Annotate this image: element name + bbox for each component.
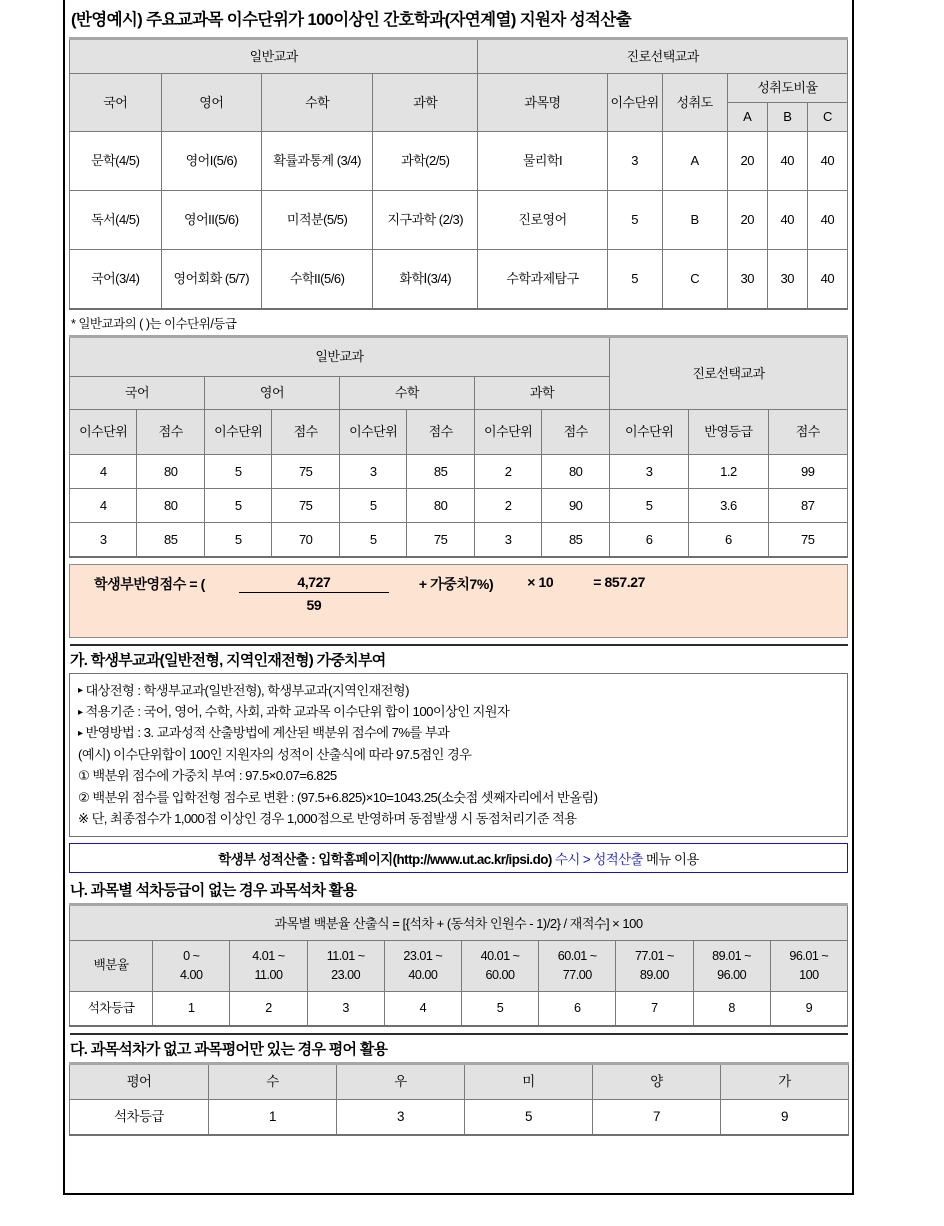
cell-math-score: 80	[407, 488, 474, 522]
table-row-subheader	[70, 73, 848, 102]
col-ratio-b: B	[767, 102, 807, 131]
table-row-column-header	[70, 409, 848, 454]
range-cell	[230, 941, 307, 992]
formula-weight: + 가중치7%)	[418, 575, 494, 592]
table-row-grades	[70, 1100, 849, 1136]
scores-table	[69, 335, 848, 558]
cell-career-achievement: C	[662, 249, 727, 309]
col-subject-name: 과목명	[478, 73, 607, 131]
range-top: 23.01 ~	[403, 948, 443, 963]
cell-sci-unit: 2	[474, 454, 541, 488]
col-career-score: 점수	[768, 409, 847, 454]
table-row-formula-header	[70, 905, 848, 941]
cell-career-name: 진로영어	[478, 190, 607, 249]
range-top: 60.01 ~	[557, 948, 597, 963]
subject-korean: 국어	[70, 376, 205, 409]
grade-cell: 1	[209, 1100, 337, 1136]
mark-cell: 양	[593, 1064, 721, 1100]
col-science: 과학	[373, 73, 478, 131]
grade-cell: 5	[465, 1100, 593, 1136]
table-row	[70, 249, 848, 309]
col-units: 이수단위	[607, 73, 662, 131]
cell-career-units: 5	[607, 190, 662, 249]
range-bottom: 23.00	[331, 968, 361, 983]
table-row-grades	[70, 992, 848, 1027]
table-row-group-header	[70, 336, 848, 376]
section-na-heading: 나. 과목별 석차등급이 없는 경우 과목석차 활용	[70, 882, 357, 900]
triangle-bullet-icon: ▸	[78, 685, 83, 697]
mark-cell: 우	[337, 1064, 465, 1100]
subject-math: 수학	[339, 376, 474, 409]
cell-korean: 독서(4/5)	[70, 190, 162, 249]
cell-ratio-b: 40	[767, 190, 807, 249]
cell-sci-score: 90	[542, 488, 610, 522]
range-top: 96.01 ~	[789, 948, 829, 963]
col-career-unit: 이수단위	[610, 409, 689, 454]
cell-math-unit: 5	[339, 522, 406, 557]
range-bottom: 96.00	[717, 968, 747, 983]
range-bottom: 89.00	[639, 968, 669, 983]
cell-english: 영어I(5/6)	[161, 131, 262, 190]
col-sci-unit: 이수단위	[474, 409, 541, 454]
cell-eng-score: 70	[272, 522, 339, 557]
formula-multiplier: × 10	[527, 573, 554, 590]
mark-cell: 수	[209, 1064, 337, 1100]
mark-grade-table	[69, 1062, 849, 1136]
example-line: (예시) 이수단위합이 100인 지원자의 성적이 산출식에 따라 97.5점인 경우	[78, 746, 472, 762]
step-two-line: ② 백분위 점수를 입학전형 점수로 변환 : (97.5+6.825)×10=1043.25(소숫점 셋째자리에서 반올림)	[78, 789, 598, 805]
cell-kor-unit: 4	[70, 454, 137, 488]
range-bottom: 40.00	[408, 968, 438, 983]
cell-science: 과학(2/5)	[373, 131, 478, 190]
col-math-unit: 이수단위	[339, 409, 406, 454]
cell-career-name: 물리학I	[478, 131, 607, 190]
table-row-ranges	[70, 941, 848, 992]
row-label-rank-grade: 석차등급	[70, 1100, 209, 1136]
range-bottom: 77.00	[562, 968, 592, 983]
col-achievement-ratio: 성취도비율	[727, 73, 847, 102]
list-item	[78, 722, 839, 743]
list-item-label: 반영방법 : 3. 교과성적 산출방법에 계산된 백분위 점수에 7%를 부과	[85, 725, 450, 741]
range-cell	[770, 941, 847, 992]
section-ga-heading: 가. 학생부교과(일반전형, 지역인재전형) 가중치부여	[70, 644, 848, 670]
cell-korean: 국어(3/4)	[70, 249, 162, 309]
cell-ratio-a: 20	[727, 190, 767, 249]
cell-english: 영어II(5/6)	[161, 190, 262, 249]
triangle-bullet-icon: ▸	[78, 706, 83, 718]
subjects-table	[69, 37, 848, 310]
cell-career-score: 75	[768, 522, 847, 557]
cell-sci-score: 80	[542, 454, 610, 488]
cell-math-unit: 3	[339, 454, 406, 488]
cell-ratio-a: 20	[727, 131, 767, 190]
subject-science: 과학	[474, 376, 609, 409]
percentile-table	[69, 903, 848, 1027]
cell-sci-score: 85	[542, 522, 610, 557]
group-header-career: 진로선택교과	[478, 38, 848, 73]
percentile-formula: 과목별 백분율 산출식 = [{석차 + (동석차 인원수 - 1)/2} / 재적수] × 100	[70, 905, 848, 941]
cell-korean: 문학(4/5)	[70, 131, 162, 190]
group-header-general: 일반교과	[70, 336, 610, 376]
col-kor-score: 점수	[137, 409, 204, 454]
range-bottom: 11.00	[254, 968, 283, 983]
cell-math-score: 85	[407, 454, 474, 488]
col-sci-score: 점수	[542, 409, 610, 454]
grade-cell: 3	[307, 992, 384, 1027]
table-row-group-header	[70, 38, 848, 73]
link-box-text	[218, 849, 699, 868]
cell-career-name: 수학과제탐구	[478, 249, 607, 309]
cell-career-units: 5	[607, 249, 662, 309]
range-top: 89.01 ~	[712, 948, 752, 963]
mark-cell: 가	[721, 1064, 849, 1100]
table-row	[70, 190, 848, 249]
cell-career-unit: 6	[610, 522, 689, 557]
list-item-label: 적용기준 : 국어, 영어, 수학, 사회, 과학 교과목 이수단위 합이 100이상인 지원자	[85, 704, 510, 719]
grade-cell: 6	[539, 992, 616, 1027]
section-da-heading: 다. 과목석차가 없고 과목평어만 있는 경우 평어 활용	[70, 1033, 848, 1059]
col-career-grade: 반영등급	[689, 409, 768, 454]
grade-cell: 3	[337, 1100, 465, 1136]
col-korean: 국어	[70, 73, 162, 131]
range-cell	[384, 941, 461, 992]
table-row	[70, 454, 848, 488]
grade-cell: 8	[693, 992, 770, 1027]
cell-english: 영어회화 (5/7)	[161, 249, 262, 309]
note-line: ※ 단, 최종점수가 1,000점 이상인 경우 1,000점으로 반영하며 동점발생 시 동점처리기준 적용	[78, 810, 577, 826]
cell-career-grade: 6	[689, 522, 768, 557]
link-suffix: 메뉴 이용	[646, 851, 699, 867]
link-prefix: 학생부 성적산출 : 입학홈페이지(http://www.ut.ac.kr/ipsi.do)	[218, 851, 552, 867]
range-cell	[693, 941, 770, 992]
cell-eng-unit: 5	[204, 454, 271, 488]
col-ratio-a: A	[727, 102, 767, 131]
range-top: 0 ~	[183, 948, 200, 963]
cell-sci-unit: 3	[474, 522, 541, 557]
range-cell	[153, 941, 230, 992]
range-top: 77.01 ~	[634, 948, 674, 963]
formula-denominator: 59	[306, 596, 322, 613]
grade-cell: 5	[461, 992, 538, 1027]
cell-career-score: 87	[768, 488, 847, 522]
col-eng-score: 점수	[272, 409, 339, 454]
cell-ratio-c: 40	[807, 249, 847, 309]
grade-cell: 7	[616, 992, 693, 1027]
table-row	[70, 131, 848, 190]
cell-ratio-b: 30	[767, 249, 807, 309]
range-cell	[616, 941, 693, 992]
range-top: 4.01 ~	[252, 948, 285, 963]
grade-cell: 9	[770, 992, 847, 1027]
col-eng-unit: 이수단위	[204, 409, 271, 454]
formula-result: = 857.27	[593, 573, 645, 590]
cell-career-achievement: A	[662, 131, 727, 190]
cell-ratio-b: 40	[767, 131, 807, 190]
cell-career-grade: 3.6	[689, 488, 768, 522]
range-bottom: 100	[799, 968, 819, 983]
cell-kor-unit: 4	[70, 488, 137, 522]
grade-cell: 9	[721, 1100, 849, 1136]
cell-ratio-a: 30	[727, 249, 767, 309]
step-one-line: ① 백분위 점수에 가중치 부여 : 97.5×0.07=6.825	[78, 768, 337, 784]
cell-eng-unit: 5	[204, 522, 271, 557]
range-top: 11.01 ~	[326, 948, 365, 963]
cell-career-unit: 3	[610, 454, 689, 488]
formula-label: 학생부반영점수 = (	[94, 575, 205, 592]
row-label-percentile: 백분율	[70, 941, 153, 992]
group-header-general: 일반교과	[70, 38, 478, 73]
grade-cell: 4	[384, 992, 461, 1027]
range-bottom: 4.00	[180, 968, 203, 983]
cell-math: 미적분(5/5)	[262, 190, 373, 249]
cell-ratio-c: 40	[807, 190, 847, 249]
cell-kor-score: 80	[137, 454, 204, 488]
formula-fraction	[239, 574, 389, 613]
table-row	[70, 488, 848, 522]
col-math-score: 점수	[407, 409, 474, 454]
grade-cell: 2	[230, 992, 307, 1027]
cell-sci-unit: 2	[474, 488, 541, 522]
cell-career-grade: 1.2	[689, 454, 768, 488]
range-bottom: 60.00	[485, 968, 515, 983]
range-cell	[539, 941, 616, 992]
document-content	[69, 6, 848, 1136]
cell-kor-score: 80	[137, 488, 204, 522]
cell-ratio-c: 40	[807, 131, 847, 190]
cell-science: 지구과학 (2/3)	[373, 190, 478, 249]
cell-career-units: 3	[607, 131, 662, 190]
footnote: * 일반교과의 ( )는 이수단위/등급	[71, 316, 237, 331]
cell-math-unit: 5	[339, 488, 406, 522]
col-kor-unit: 이수단위	[70, 409, 137, 454]
cell-math-score: 75	[407, 522, 474, 557]
triangle-bullet-icon: ▸	[78, 727, 83, 739]
subject-english: 영어	[204, 376, 339, 409]
row-label-mark: 평어	[70, 1064, 209, 1100]
cell-eng-score: 75	[272, 488, 339, 522]
cell-eng-score: 75	[272, 454, 339, 488]
cell-math: 확률과통계 (3/4)	[262, 131, 373, 190]
group-header-career: 진로선택교과	[610, 336, 848, 409]
list-item	[78, 680, 839, 701]
cell-science: 화학Ⅰ(3/4)	[373, 249, 478, 309]
grade-cell: 1	[153, 992, 230, 1027]
col-ratio-c: C	[807, 102, 847, 131]
range-cell	[307, 941, 384, 992]
table-row-marks	[70, 1064, 849, 1100]
grade-cell: 7	[593, 1100, 721, 1136]
row-label-rank-grade: 석차등급	[70, 992, 153, 1027]
formula-numerator: 4,727	[239, 574, 389, 593]
list-item	[78, 701, 839, 722]
cell-kor-unit: 3	[70, 522, 137, 557]
col-math: 수학	[262, 73, 373, 131]
cell-career-achievement: B	[662, 190, 727, 249]
cell-career-score: 99	[768, 454, 847, 488]
cell-career-unit: 5	[610, 488, 689, 522]
section-ga-box	[69, 673, 848, 838]
link-accent-text[interactable]: 수시 > 성적산출	[554, 851, 643, 867]
range-cell	[461, 941, 538, 992]
mark-cell: 미	[465, 1064, 593, 1100]
col-english: 영어	[161, 73, 262, 131]
cell-math: 수학II(5/6)	[262, 249, 373, 309]
table-row	[70, 522, 848, 557]
cell-kor-score: 85	[137, 522, 204, 557]
col-achievement: 성취도	[662, 73, 727, 131]
score-calc-link-box[interactable]	[69, 843, 848, 873]
list-item-label: 대상전형 : 학생부교과(일반전형), 학생부교과(지역인재전형)	[85, 682, 409, 698]
cell-eng-unit: 5	[204, 488, 271, 522]
range-top: 40.01 ~	[480, 948, 520, 963]
formula-highlight-box	[69, 564, 848, 638]
page-title: (반영예시) 주요교과목 이수단위가 100이상인 간호학과(자연계열) 지원자 성적산출	[71, 11, 632, 29]
